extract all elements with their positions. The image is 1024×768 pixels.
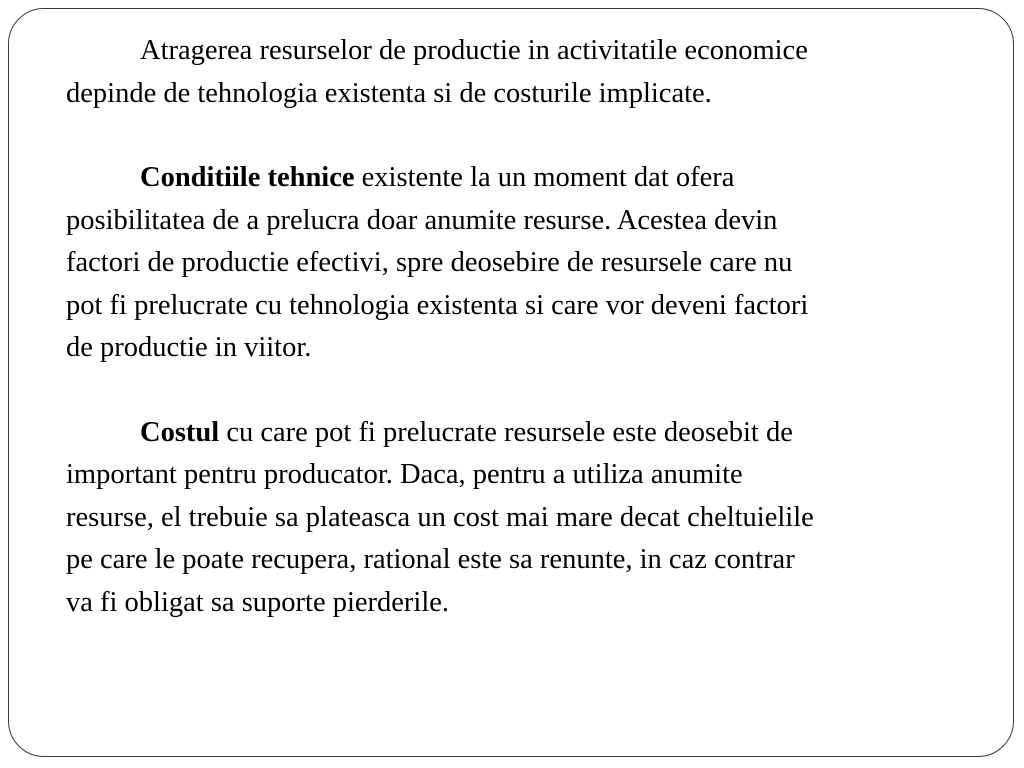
slide-body (66, 30, 1006, 624)
technical-conditions-text: existente la un moment dat ofera posibilitatea de a prelucra doar anumite resurse. Acestea devin factori de productie efectivi, spre deosebire de resursele care nu pot fi prelucrate cu tehnologia existenta si care vor deveni factori de productie in viitor. (66, 162, 809, 363)
paragraph-spacer (66, 370, 1006, 412)
paragraph-spacer (66, 115, 1006, 157)
paragraph-technical-conditions (66, 157, 1006, 370)
paragraph-resources (66, 30, 1006, 115)
paragraph-resources-text: Atragerea resurselor de productie in activitatile economice depinde de tehnologia existenta si de costurile implicate. (66, 35, 808, 109)
technical-conditions-heading: Conditiile tehnice (140, 162, 355, 193)
cost-heading: Costul (140, 416, 220, 448)
paragraph-cost (66, 412, 1006, 625)
cost-text: cu care pot fi prelucrate resursele este deosebit de important pentru producator. Daca, pentru a utiliza anumite resurse, el trebuie sa plateasca un cost mai mare decat cheltuielile pe care le poate recupera, rational este sa renunte, in caz contrar va fi obligat sa suporte pierderile. (66, 416, 814, 618)
